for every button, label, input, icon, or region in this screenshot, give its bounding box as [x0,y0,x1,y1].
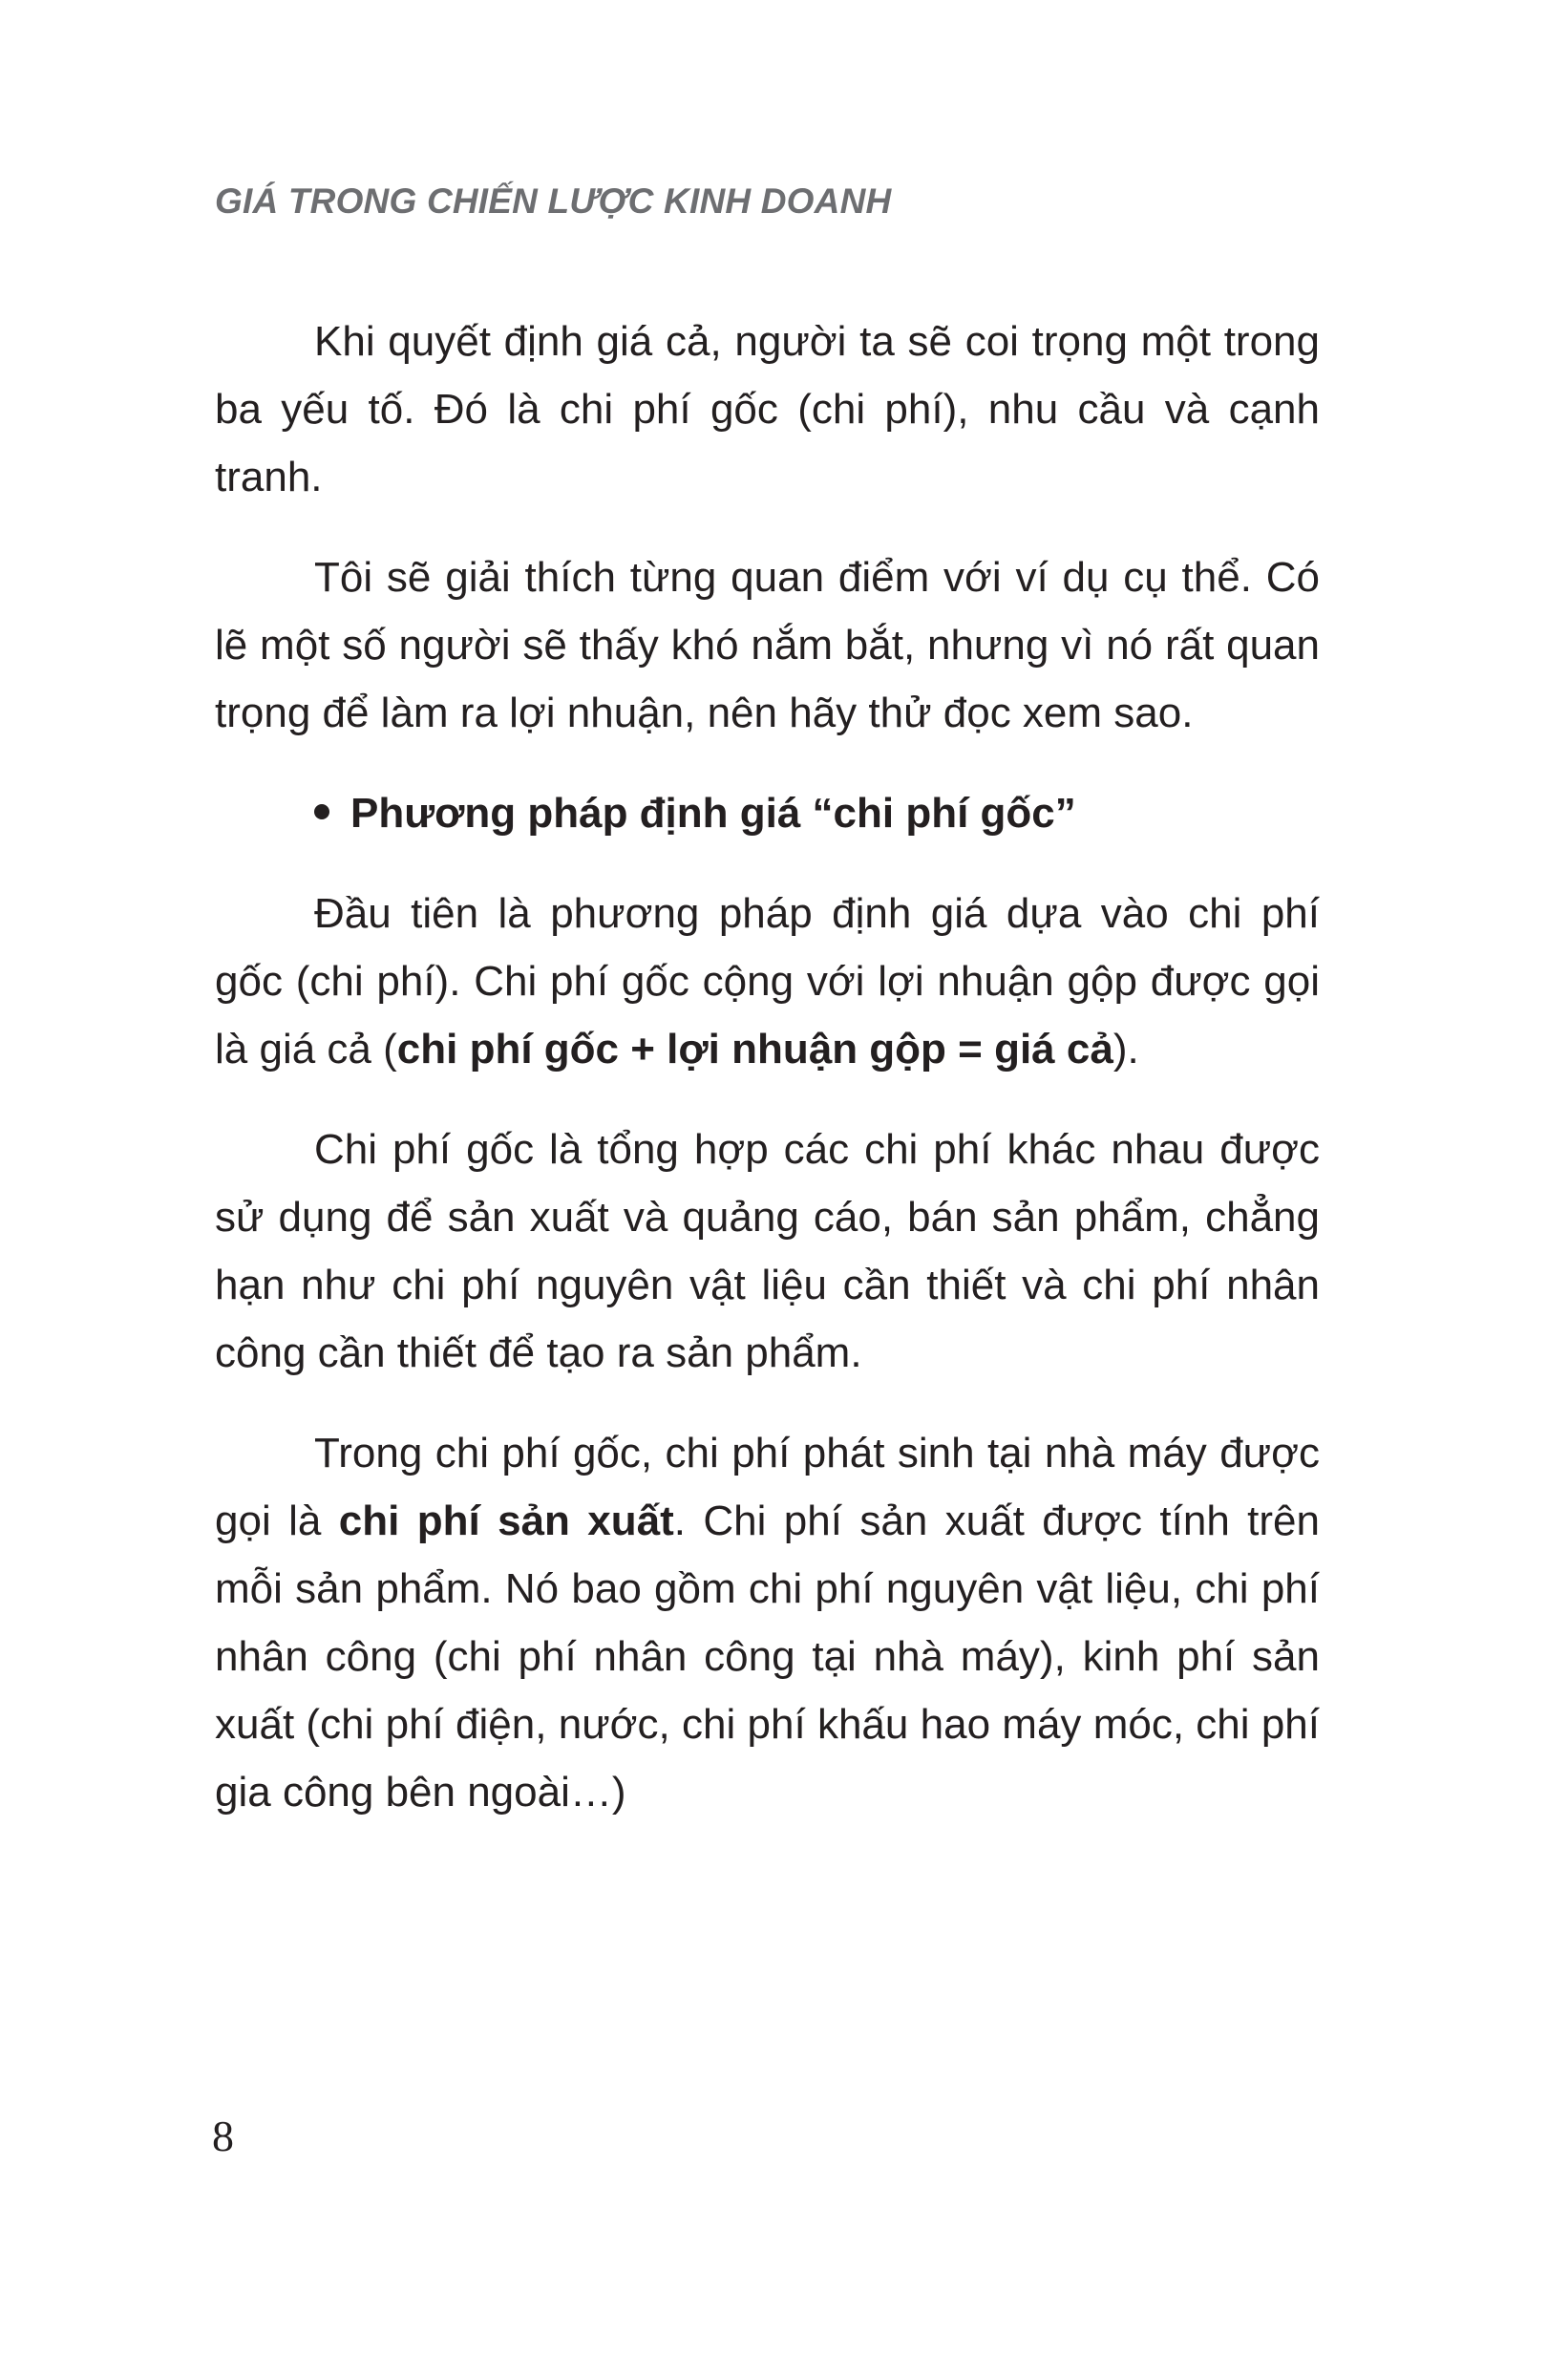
bullet-heading [215,779,1320,847]
paragraph-1: Khi quyết định giá cả, người ta sẽ coi trọng một trong ba yếu tố. Đó là chi phí gốc (chi phí), nhu cầu và cạnh tranh. [215,318,1320,500]
paragraph-5-text-before: Trong chi phí gốc, chi phí phát sinh tại nhà máy được gọi là [215,1430,1320,1544]
bullet-dot-icon [314,804,329,819]
paragraph-3 [215,880,1320,1083]
paragraph-4: Chi phí gốc là tổng hợp các chi phí khác nhau được sử dụng để sản xuất và quảng cáo, bán sản phẩm, chẳng hạn như chi phí nguyên vật liệu cần thiết và chi phí nhân công cần thiết để tạo ra sản phẩm. [215,1126,1320,1376]
page-number: 8 [212,2112,234,2160]
paragraph-3-text-before: Đầu tiên là phương pháp định giá dựa vào chi phí gốc (chi phí). Chi phí gốc cộng với lợi nhuận gộp được gọi là giá cả ( [215,890,1320,1073]
paragraph-2: Tôi sẽ giải thích từng quan điểm với ví dụ cụ thể. Có lẽ một số người sẽ thấy khó nắm bắt, nhưng vì nó rất quan trọng để làm ra lợi nhuận, nên hãy thử đọc xem sao. [215,554,1320,736]
formula-bold: chi phí gốc + lợi nhuận gộp = giá cả [396,1026,1113,1073]
paragraph-5 [215,1419,1320,1826]
bullet-heading-text: Phương pháp định giá “chi phí gốc” [350,790,1076,837]
running-header: GIÁ TRONG CHIẾN LƯỢC KINH DOANH [215,181,892,221]
paragraph-3-text-after: ). [1112,1026,1139,1073]
term-bold: chi phí sản xuất [338,1498,674,1544]
paragraph-5-text-after: . Chi phí sản xuất được tính trên mỗi sản phẩm. Nó bao gồm chi phí nguyên vật liệu, chi phí nhân công (chi phí nhân công tại nhà máy), kinh phí sản xuất (chi phí điện, nước, chi phí khấu hao máy móc, chi phí gia công bên ngoài…) [215,1498,1320,1816]
page-body [215,308,1320,1859]
